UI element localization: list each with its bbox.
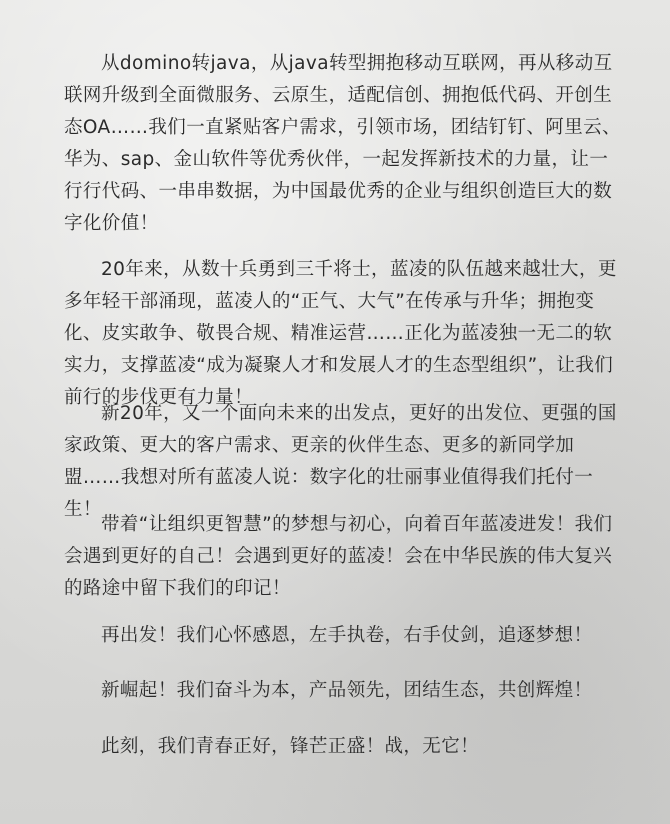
paragraph-2: 20年来，从数十兵勇到三千将士，蓝凌的队伍越来越壮大，更多年轻干部涌现，蓝凌人的“正气、大气”在传承与升华；拥抱变化、皮实敢争、敬畏合规、精准运营……正化为蓝凌独一无二的软实力，支撑蓝凌“成为凝聚人才和发展人才的生态型组织”，让我们前行的步伐更有力量！: [64, 259, 617, 408]
paragraph-1: 从domino转java，从java转型拥抱移动互联网，再从移动互联网升级到全面微服务、云原生，适配信创、拥抱低代码、开创生态OA……我们一直紧贴客户需求，引领市场，团结钉钉、阿里云、华为、sap、金山软件等优秀伙伴，一起发挥新技术的力量，让一行行代码、一串串数据，为中国最优秀的企业与组织创造巨大的数字化价值！: [64, 53, 621, 234]
paragraph-5: 再出发！我们心怀感恩，左手执卷，右手仗剑，追逐梦想！: [101, 625, 593, 646]
paragraph-3: 新20年，又一个面向未来的出发点，更好的出发位、更强的国家政策、更大的客户需求、更亲的伙伴生态、更多的新同学加盟……我想对所有蓝凌人说：数字化的壮丽事业值得我们托付一生！: [64, 403, 617, 520]
paragraph-7: 此刻，我们青春正好，锋芒正盛！战，无它！: [101, 736, 480, 757]
paragraph-6: 新崛起！我们奋斗为本，产品领先，团结生态，共创辉煌！: [101, 680, 593, 701]
paragraph-4: 带着“让组织更智慧”的梦想与初心，向着百年蓝凌进发！我们会遇到更好的自己！会遇到更好的蓝凌！会在中华民族的伟大复兴的路途中留下我们的印记！: [64, 514, 613, 599]
